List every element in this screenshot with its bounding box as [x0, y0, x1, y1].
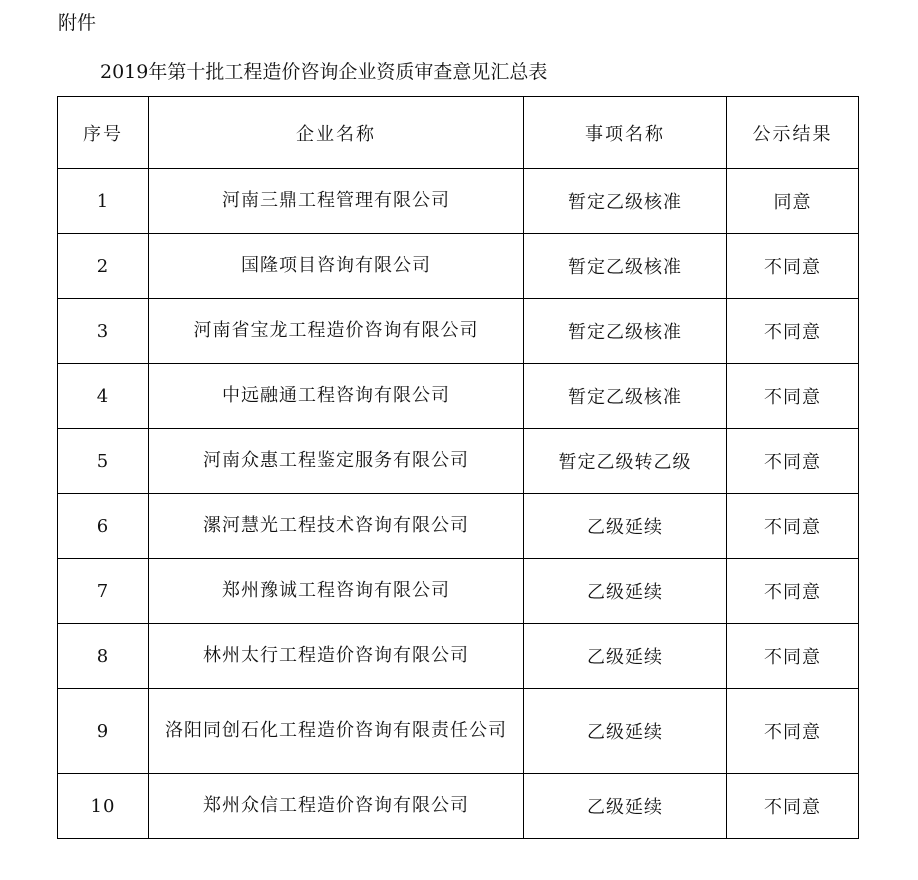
company-name: 河南众惠工程鉴定服务有限公司 [149, 429, 524, 494]
item-name: 暂定乙级核准 [524, 234, 727, 299]
row-number: 6 [58, 494, 149, 559]
company-name: 洛阳同创石化工程造价咨询有限责任公司 [149, 689, 524, 774]
item-name: 乙级延续 [524, 559, 727, 624]
table-row [58, 234, 859, 299]
company-name: 河南三鼎工程管理有限公司 [149, 169, 524, 234]
item-name: 乙级延续 [524, 624, 727, 689]
row-number: 2 [58, 234, 149, 299]
row-number: 9 [58, 689, 149, 774]
company-name: 林州太行工程造价咨询有限公司 [149, 624, 524, 689]
table-row [58, 774, 859, 839]
item-name: 暂定乙级核准 [524, 364, 727, 429]
column-header-result: 公示结果 [727, 97, 859, 169]
item-name: 乙级延续 [524, 774, 727, 839]
company-name: 漯河慧光工程技术咨询有限公司 [149, 494, 524, 559]
row-number: 1 [58, 169, 149, 234]
review-result: 不同意 [727, 624, 859, 689]
table-row [58, 494, 859, 559]
item-name: 乙级延续 [524, 494, 727, 559]
review-result: 不同意 [727, 429, 859, 494]
table-row [58, 559, 859, 624]
review-result: 不同意 [727, 689, 859, 774]
review-result: 不同意 [727, 494, 859, 559]
table-row [58, 624, 859, 689]
row-number: 3 [58, 299, 149, 364]
summary-table [57, 96, 859, 839]
review-result: 不同意 [727, 559, 859, 624]
table-row [58, 299, 859, 364]
item-name: 暂定乙级核准 [524, 169, 727, 234]
item-name: 乙级延续 [524, 689, 727, 774]
review-result: 不同意 [727, 299, 859, 364]
company-name: 河南省宝龙工程造价咨询有限公司 [149, 299, 524, 364]
attachment-label: 附件 [58, 12, 97, 34]
company-name: 国隆项目咨询有限公司 [149, 234, 524, 299]
table-row [58, 429, 859, 494]
company-name: 郑州豫诚工程咨询有限公司 [149, 559, 524, 624]
column-header-item: 事项名称 [524, 97, 727, 169]
column-header-company: 企业名称 [149, 97, 524, 169]
table-row [58, 689, 859, 774]
row-number: 10 [58, 774, 149, 839]
company-name: 中远融通工程咨询有限公司 [149, 364, 524, 429]
row-number: 4 [58, 364, 149, 429]
column-header-number: 序号 [58, 97, 149, 169]
row-number: 5 [58, 429, 149, 494]
row-number: 8 [58, 624, 149, 689]
table-header-row [58, 97, 859, 169]
row-number: 7 [58, 559, 149, 624]
review-result: 不同意 [727, 364, 859, 429]
table-row [58, 364, 859, 429]
table-row [58, 169, 859, 234]
item-name: 暂定乙级转乙级 [524, 429, 727, 494]
review-result: 同意 [727, 169, 859, 234]
review-result: 不同意 [727, 234, 859, 299]
item-name: 暂定乙级核准 [524, 299, 727, 364]
review-result: 不同意 [727, 774, 859, 839]
document-title: 2019年第十批工程造价咨询企业资质审查意见汇总表 [100, 61, 548, 83]
company-name: 郑州众信工程造价咨询有限公司 [149, 774, 524, 839]
